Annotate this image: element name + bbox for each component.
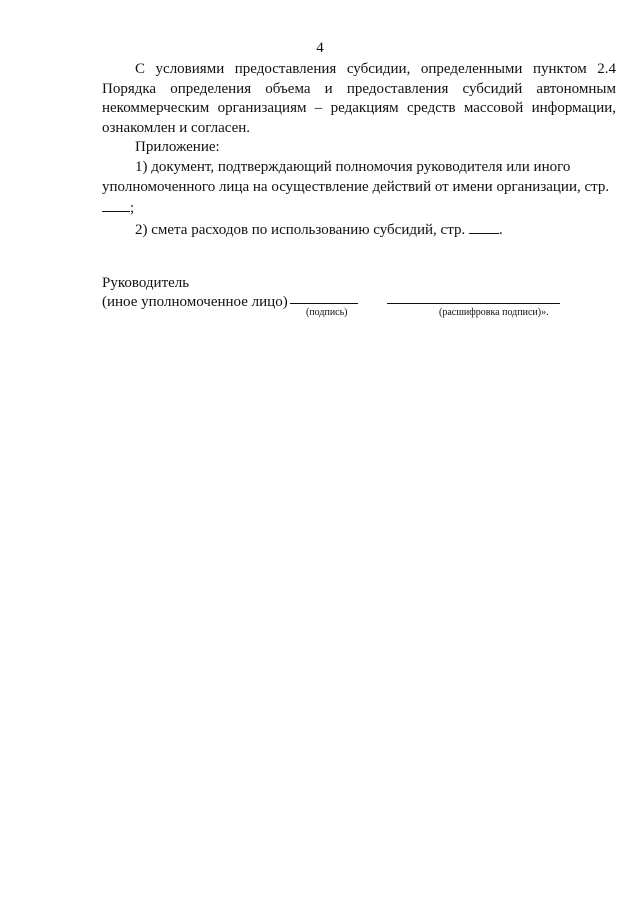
appendix-item-2-end: .: [498, 221, 503, 238]
appendix-item-2-text: 2) смета расходов по использованию субсидий, стр.: [135, 221, 466, 238]
appendix-item-2: [102, 219, 616, 241]
signature-decoding-line: [387, 303, 560, 304]
signature-role-line1: Руководитель: [102, 275, 190, 291]
page-blank-1: [102, 197, 130, 212]
page-number: 4: [316, 40, 324, 56]
conditions-paragraph: С условиями предоставления субсидии, определенными пунктом 2.4 Порядка определения объема и предоставления субсидий автономным некоммерческим организациям – редакциям средств массовой информации, ознакомлен и согласен.: [102, 61, 616, 136]
appendix-item-1-text: 1) документ, подтверждающий полномочия руководителя или иного уполномоченного лица на осуществление действий от имени организации, стр.: [102, 158, 610, 195]
appendix-title: Приложение:: [135, 139, 220, 156]
document-body: [102, 60, 616, 240]
appendix-item-1: [102, 158, 616, 219]
signature-role-line2-text: (иное уполномоченное лицо): [102, 294, 288, 310]
appendix-item-1-end: ;: [130, 200, 135, 217]
page-blank-2: [469, 219, 499, 234]
signature-decoding-caption: (расшифровка подписи)».: [439, 307, 549, 318]
signature-caption: (подпись): [306, 307, 348, 318]
signature-line: [290, 303, 358, 304]
